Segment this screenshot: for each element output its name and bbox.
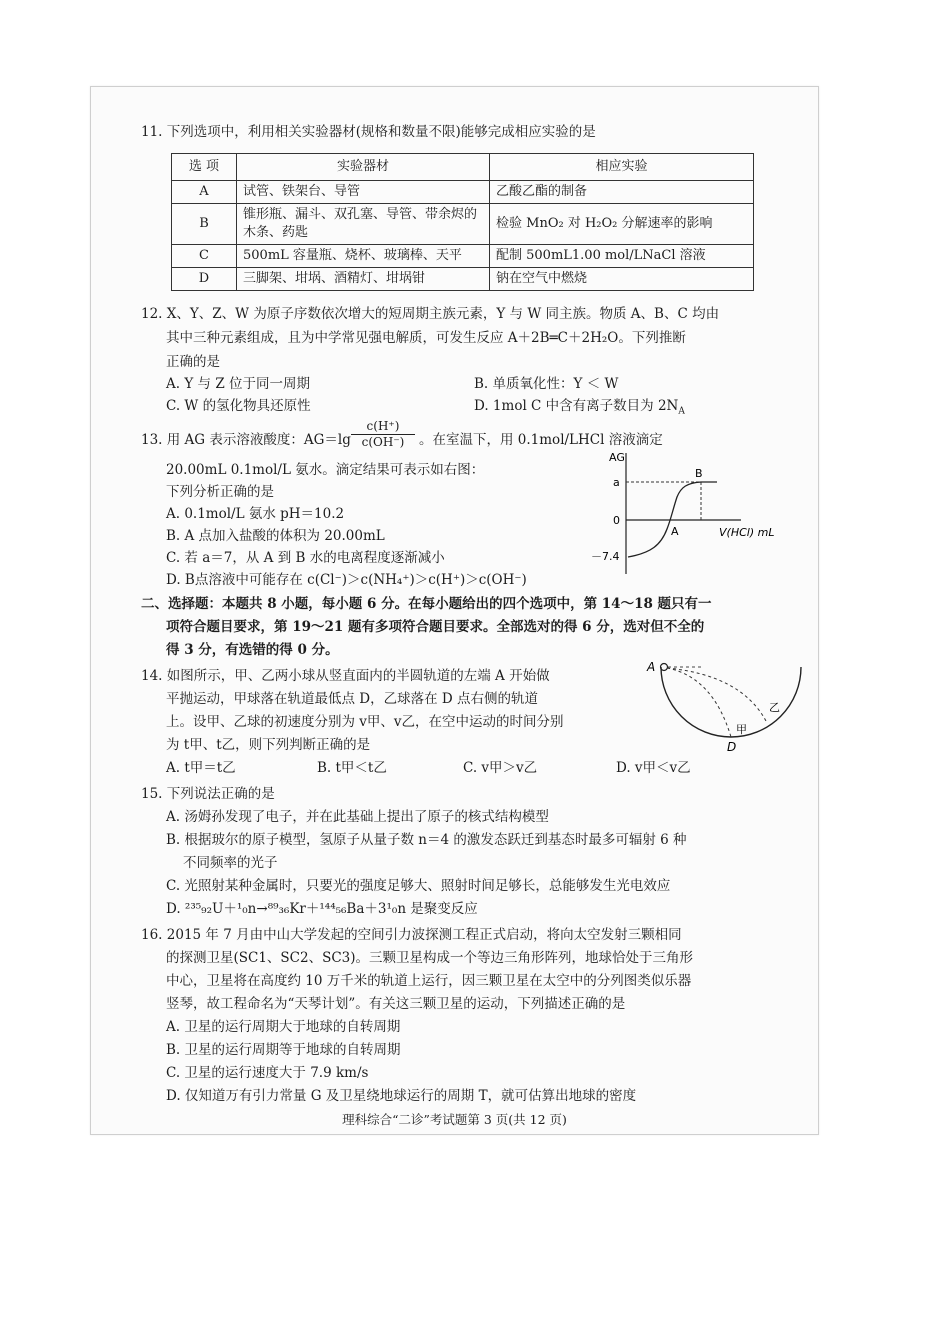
q16-option-b: B. 卫星的运行周期等于地球的自转周期 <box>166 1042 401 1058</box>
q14-option-d: D. v甲＜v乙 <box>616 760 691 776</box>
semicircle-track <box>661 667 801 737</box>
q12-line1: 12. X、Y、Z、W 为原子序数依次增大的短周期主族元素，Y 与 W 同主族。物质 A、B、C 均由 <box>141 306 720 322</box>
q12-line2: 其中三种元素组成，且为中学常见强电解质，可发生反应 A＋2B═C＋2H₂O。下列推断 <box>166 330 686 346</box>
q12-option-d-sub: A <box>678 406 685 417</box>
page-footer: 理科综合“二诊”考试题第 3 页(共 12 页) <box>342 1112 567 1127</box>
q16-line1: 16. 2015 年 7 月由中山大学发起的空间引力波探测工程正式启动，将向太空发射三颗相同 <box>141 927 682 943</box>
row-experiment: 配制 500mL1.00 mol/LNaCl 溶液 <box>490 245 754 268</box>
fig-label-yi: 乙 <box>769 701 780 714</box>
q13-line3: 下列分析正确的是 <box>166 484 274 500</box>
q15-stem: 15. 下列说法正确的是 <box>141 786 275 802</box>
q12-option-d <box>474 397 685 421</box>
row-experiment: 检验 MnO₂ 对 H₂O₂ 分解速率的影响 <box>490 204 754 245</box>
fig-label-d: D <box>727 740 737 753</box>
row-equipment: 500mL 容量瓶、烧杯、玻璃棒、天平 <box>237 245 490 268</box>
graph-x-label: V(HCl) mL <box>719 526 775 539</box>
q16-option-d: D. 仅知道万有引力常量 G 及卫星绕地球运行的周期 T，就可估算出地球的密度 <box>166 1088 637 1104</box>
q15-option-d: D. ²³⁵₉₂U＋¹₀n→⁸⁹₃₆Kr＋¹⁴⁴₅₆Ba＋3¹₀n 是聚变反应 <box>166 901 478 917</box>
q14-option-a: A. t甲＝t乙 <box>166 760 236 776</box>
graph-y-label: AG <box>609 451 625 464</box>
q13-line1a: 13. 用 AG 表示溶液酸度：AG＝lg <box>141 432 351 448</box>
table-row <box>172 268 754 291</box>
row-experiment: 钠在空气中燃烧 <box>490 268 754 291</box>
table-row <box>172 181 754 204</box>
header-experiment: 相应实验 <box>490 154 754 181</box>
q12-option-d-text: D. 1mol C 中含有离子数目为 2N <box>474 398 679 414</box>
fig-label-a: A <box>647 660 656 674</box>
table-row <box>172 245 754 268</box>
table-header-row <box>172 154 754 181</box>
row-equipment: 三脚架、坩埚、酒精灯、坩埚钳 <box>237 268 490 291</box>
q13-line1b: 。在室温下，用 0.1mol/LHCl 溶液滴定 <box>419 432 663 448</box>
graph-point-b: B <box>695 467 703 480</box>
q13-fraction <box>351 419 415 449</box>
row-equipment: 试管、铁架台、导管 <box>237 181 490 204</box>
row-label: D <box>172 268 237 291</box>
table-row <box>172 204 754 245</box>
row-label: B <box>172 204 237 245</box>
section2-line3: 得 3 分，有选错的得 0 分。 <box>166 642 339 658</box>
graph-tick-neg: －7.4 <box>591 550 620 563</box>
q15-option-b-line1: B. 根据玻尔的原子模型，氢原子从量子数 n＝4 的激发态跃迁到基态时最多可辐射 6 种 <box>166 832 687 848</box>
q15-option-a: A. 汤姆孙发现了电子，并在此基础上提出了原子的核式结构模型 <box>166 809 549 825</box>
q13-line2: 20.00mL 0.1mol/L 氨水。滴定结果可表示如右图： <box>166 462 485 478</box>
q14-line3: 上。设甲、乙球的初速度分别为 v甲、v乙，在空中运动的时间分别 <box>166 714 564 730</box>
row-label: A <box>172 181 237 204</box>
semicircle-track-figure <box>641 653 811 753</box>
section2-line1: 二、选择题：本题共 8 小题，每小题 6 分。在每小题给出的四个选项中，第 14～18 题只有一 <box>141 596 712 612</box>
titration-graph <box>591 449 796 577</box>
q11-table <box>171 153 754 291</box>
header-option: 选 项 <box>172 154 237 181</box>
q13-option-d: D. B点溶液中可能存在 c(Cl⁻)＞c(NH₄⁺)＞c(H⁺)＞c(OH⁻) <box>166 572 527 588</box>
trajectory-jia <box>667 668 731 737</box>
q11-stem: 11. 下列选项中，利用相关实验器材(规格和数量不限)能够完成相应实验的是 <box>141 124 596 140</box>
q12-option-b: B. 单质氧化性：Y ＜ W <box>474 376 619 392</box>
row-equipment: 锥形瓶、漏斗、双孔塞、导管、带余烬的木条、药匙 <box>237 204 490 245</box>
graph-point-a: A <box>671 525 679 538</box>
fig-label-jia: 甲 <box>736 723 747 736</box>
exam-page <box>90 86 819 1135</box>
fraction-denominator: c(OH⁻) <box>361 435 405 449</box>
q12-option-c: C. W 的氢化物具还原性 <box>166 398 311 414</box>
q16-option-a: A. 卫星的运行周期大于地球的自转周期 <box>166 1019 401 1035</box>
q13-option-c: C. 若 a＝7，从 A 到 B 水的电离程度逐渐减小 <box>166 550 445 566</box>
q13-option-b: B. A 点加入盐酸的体积为 20.00mL <box>166 528 385 544</box>
q16-option-c: C. 卫星的运行速度大于 7.9 km/s <box>166 1065 369 1081</box>
q16-line3: 中心，卫星将在高度约 10 万千米的轨道上运行，因三颗卫星在太空中的分列图类似乐器 <box>166 973 692 989</box>
q14-option-c: C. v甲＞v乙 <box>463 760 538 776</box>
row-experiment: 乙酸乙酯的制备 <box>490 181 754 204</box>
q16-line4: 竖琴，故工程命名为“天琴计划”。有关这三颗卫星的运动，下列描述正确的是 <box>166 996 626 1012</box>
q13-option-a: A. 0.1mol/L 氨水 pH＝10.2 <box>166 506 345 522</box>
q14-option-b: B. t甲＜t乙 <box>317 760 387 776</box>
graph-tick-zero: 0 <box>613 514 620 527</box>
q12-line3: 正确的是 <box>166 354 220 370</box>
graph-tick-a: a <box>613 476 620 489</box>
q16-line2: 的探测卫星(SC1、SC2、SC3)。三颗卫星构成一个等边三角形阵列，地球恰处于三角形 <box>166 950 694 966</box>
q14-line4: 为 t甲、t乙，则下列判断正确的是 <box>166 737 371 753</box>
header-equipment: 实验器材 <box>237 154 490 181</box>
q15-option-b-line2: 不同频率的光子 <box>183 855 278 871</box>
trajectory-yi <box>667 668 766 721</box>
q14-line2: 平抛运动，甲球落在轨道最低点 D，乙球落在 D 点右侧的轨道 <box>166 691 539 707</box>
q15-option-c: C. 光照射某种金属时，只要光的强度足够大、照射时间足够长，总能够发生光电效应 <box>166 878 671 894</box>
fraction-numerator: c(H⁺) <box>351 419 415 435</box>
row-label: C <box>172 245 237 268</box>
q14-line1: 14. 如图所示，甲、乙两小球从竖直面内的半圆轨道的左端 A 开始做 <box>141 668 550 684</box>
section2-line2: 项符合题目要求，第 19～21 题有多项符合题目要求。全部选对的得 6 分，选对但不全的 <box>166 619 705 635</box>
q12-option-a: A. Y 与 Z 位于同一周期 <box>166 376 310 392</box>
